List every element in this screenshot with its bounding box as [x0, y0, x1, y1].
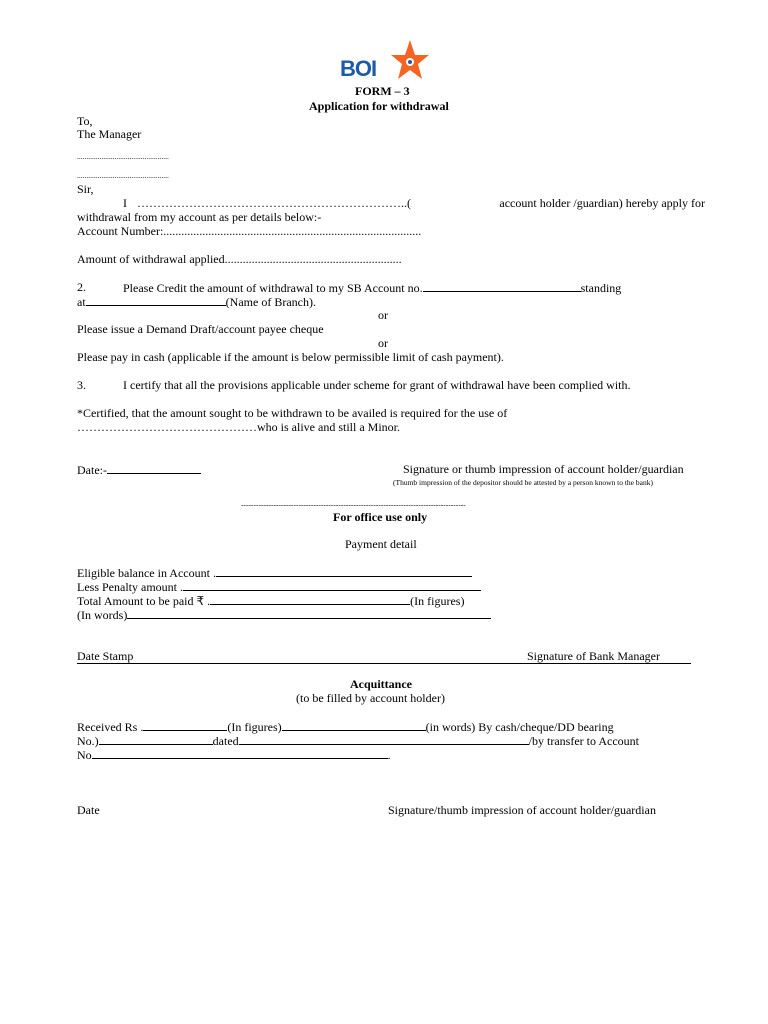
account-number-field: Account Number:...................................................................................... — [77, 224, 422, 238]
office-section-rule — [77, 663, 691, 664]
applicant-line-text: account holder /guardian) hereby apply for — [499, 196, 705, 210]
received-line — [77, 719, 614, 734]
amount-applied-field — [77, 252, 402, 266]
or-separator-1: or — [378, 308, 388, 322]
payment-detail-label: Payment detail — [345, 537, 417, 551]
sb-account-blank — [423, 280, 581, 292]
item2-branch-line — [77, 294, 316, 309]
amount-applied-end: . — [398, 252, 402, 266]
boi-logo — [340, 38, 430, 84]
account-no-blank — [92, 747, 388, 759]
cheque-no-blank — [99, 733, 213, 745]
certified-line-1: *Certified, that the amount sought to be withdrawn to be availed is required for the use of — [77, 406, 508, 420]
thumb-impression-note: (Thumb impression of the depositor should be attested by a person known to the bank) — [393, 478, 653, 487]
in-words-field — [77, 607, 491, 622]
logo-text: BOI — [340, 56, 377, 81]
received-figures-blank — [143, 719, 227, 731]
name-blank: …………………………………………………………..( — [137, 196, 411, 210]
holder-signature-label: Signature or thumb impression of account holder/guardian — [403, 462, 684, 476]
item2-number: 2. — [77, 280, 86, 294]
dated-blank — [239, 733, 529, 745]
in-words-blank — [127, 607, 491, 619]
demand-draft-option: Please issue a Demand Draft/account payee cheque — [77, 322, 324, 336]
manager-label: The Manager — [77, 127, 142, 141]
in-words-label: (In words) — [77, 608, 128, 622]
certified-line-2: ………………………………………who is alive and still a Minor. — [77, 420, 400, 434]
form-title: Application for withdrawal — [309, 99, 449, 113]
date-blank — [107, 462, 201, 474]
account-no-label: No — [77, 748, 92, 762]
date-label: Date:- — [77, 463, 107, 477]
form-number: FORM – 3 — [355, 84, 410, 98]
in-figures-label: (In figures) — [410, 594, 465, 608]
withdrawal-line: withdrawal from my account as per details below:- — [77, 210, 322, 224]
received-in-words: (in words) By cash/cheque/DD bearing — [425, 720, 614, 734]
bank-manager-signature-label: Signature of Bank Manager — [527, 649, 660, 663]
penalty-blank — [183, 579, 481, 591]
item2-credit-text: Please Credit the amount of withdrawal to my SB Account no. — [123, 281, 423, 295]
acquittance-subtitle: (to be filled by account holder) — [296, 691, 445, 705]
at-label: at — [77, 295, 86, 309]
eligible-balance-blank — [216, 565, 472, 577]
item3-text: I certify that all the provisions applicable under scheme for grant of withdrawal have been complied with. — [123, 378, 631, 392]
address-line-1: ................................................. — [77, 152, 169, 161]
cash-option: Please pay in cash (applicable if the amount is below permissible limit of cash payment). — [77, 350, 504, 364]
office-use-title: For office use only — [333, 510, 428, 524]
received-in-figures: (In figures) — [227, 720, 282, 734]
branch-blank — [86, 294, 226, 306]
eligible-balance-label: Eligible balance in Account . — [77, 566, 216, 580]
cheque-line — [77, 733, 639, 748]
account-no-line — [77, 747, 391, 762]
or-separator-2: or — [378, 336, 388, 350]
star-icon — [390, 38, 430, 82]
total-amount-blank — [210, 593, 410, 605]
received-words-blank — [282, 719, 426, 731]
address-line-2: ................................................. — [77, 171, 169, 180]
account-no-period: . — [387, 748, 391, 762]
penalty-field — [77, 579, 481, 594]
received-label: Received Rs . — [77, 720, 144, 734]
standing-label: standing — [580, 281, 622, 295]
eligible-balance-field — [77, 565, 472, 580]
item2-credit-line — [123, 280, 621, 295]
item3-number: 3. — [77, 378, 86, 392]
date-stamp-label: Date Stamp — [77, 649, 134, 663]
total-amount-field — [77, 593, 464, 608]
amount-applied-label: Amount of withdrawal applied.......................................................... — [77, 252, 399, 266]
separator-dashes: ------------------------------------------------------------------------------------------ — [241, 500, 466, 509]
date-field — [77, 462, 201, 477]
to-label: To, — [77, 114, 93, 128]
penalty-label: Less Penalty amount . — [77, 580, 183, 594]
acquittance-signature-label: Signature/thumb impression of account holder/guardian — [388, 803, 656, 817]
salutation: Sir, — [77, 182, 94, 196]
no-label: No.) — [77, 734, 99, 748]
acquittance-date-label: Date — [77, 803, 100, 817]
branch-label: (Name of Branch). — [225, 295, 316, 309]
transfer-label: /by transfer to Account — [528, 734, 639, 748]
total-amount-label: Total Amount to be paid ₹ . — [77, 594, 211, 608]
acquittance-title: Acquittance — [350, 677, 412, 691]
pronoun-i: I — [123, 196, 127, 210]
dated-label: dated — [212, 734, 239, 748]
